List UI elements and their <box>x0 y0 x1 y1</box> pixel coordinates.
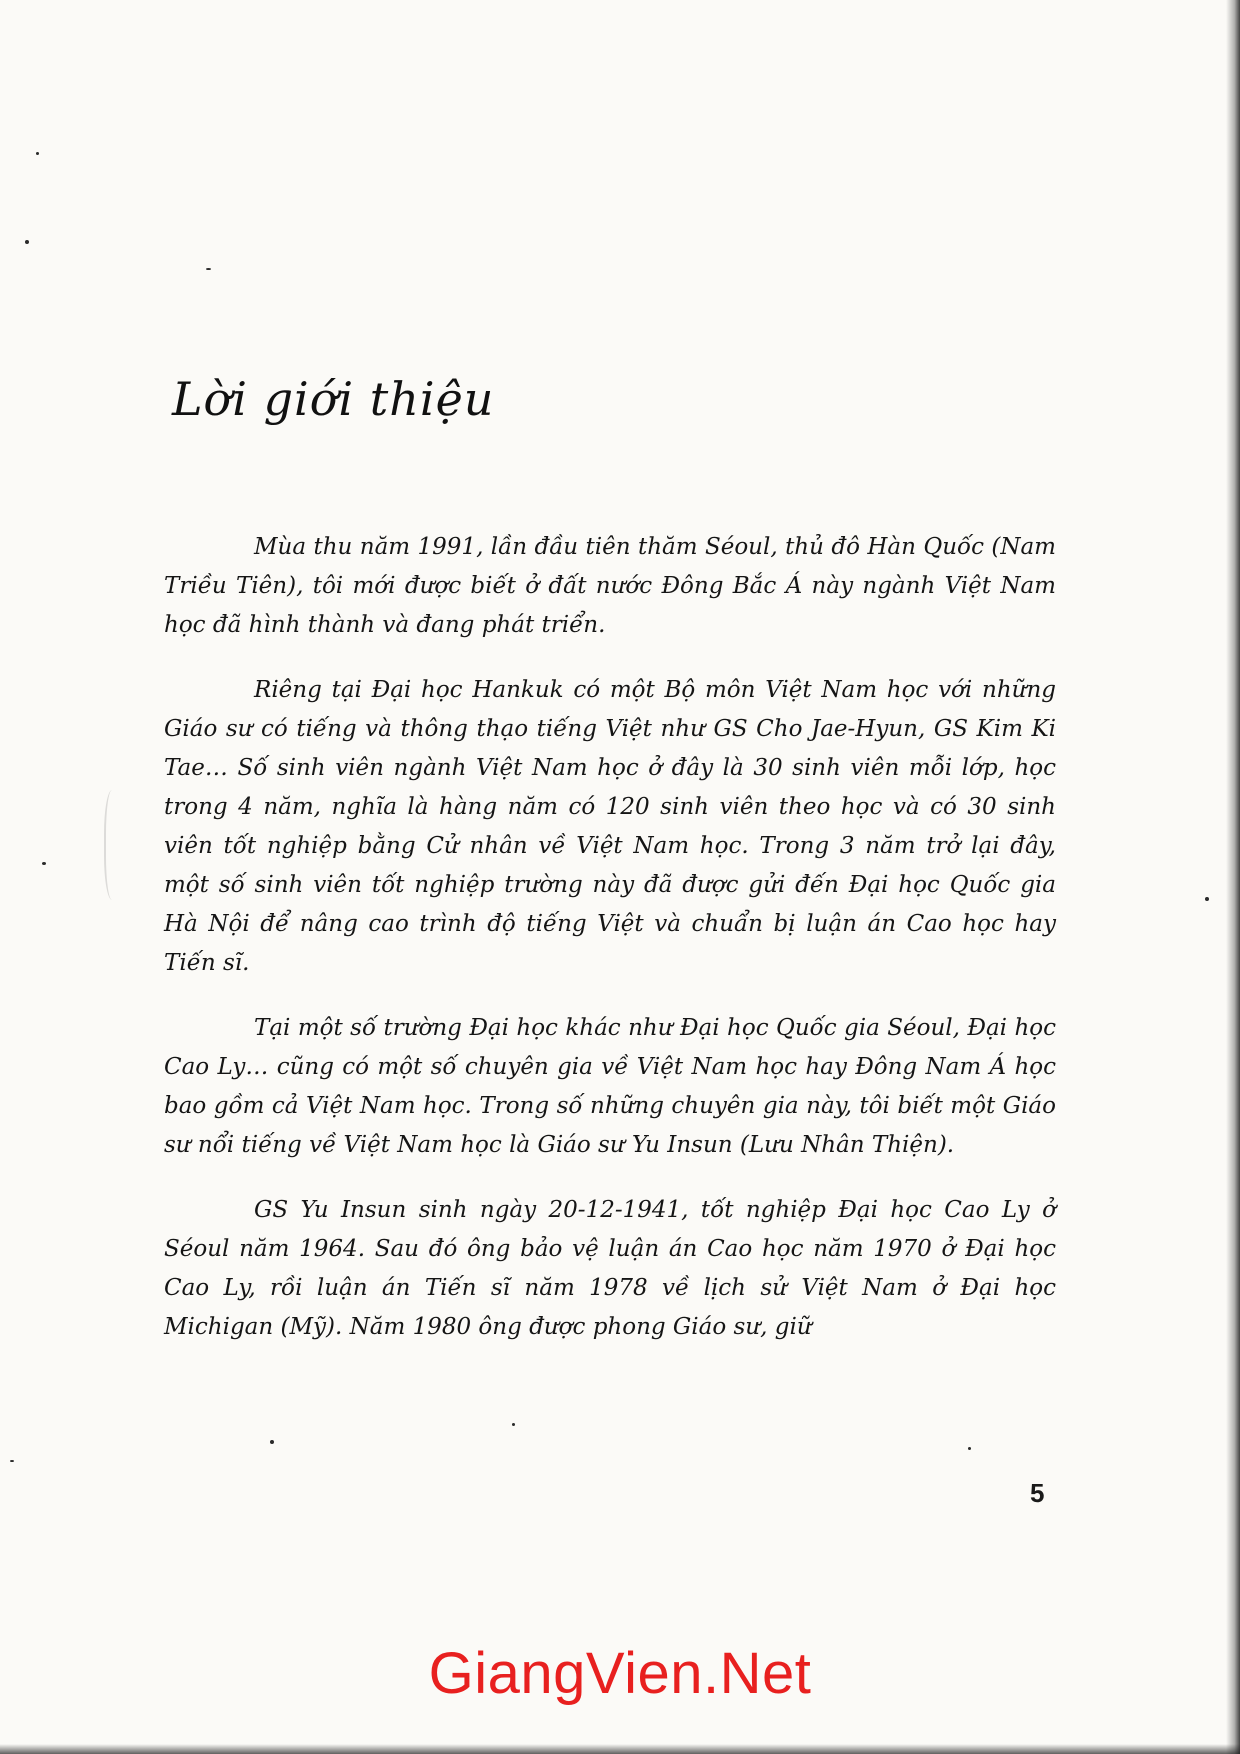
scan-mark <box>104 790 124 900</box>
scan-speck <box>270 1440 274 1444</box>
scan-speck <box>512 1423 515 1426</box>
watermark-text: GiangVien.Net <box>428 1641 812 1706</box>
scan-speck <box>42 862 46 865</box>
paragraph: Riêng tại Đại học Hankuk có một Bộ môn Việt Nam học với những Giáo sư có tiếng và thông thạo tiếng Việt như GS Cho Jae-Hyun, GS Kim Ki Tae… Số sinh viên ngành Việt Nam học ở đây là 30 sinh viên mỗi lớp, học trong 4 năm, nghĩa là hàng năm có 120 sinh viên theo học và có 30 sinh viên tốt nghiệp bằng Cử nhân về Việt Nam học. Trong 3 năm trở lại đây, một số sinh viên tốt nghiệp trường này đã được gửi đến Đại học Quốc gia Hà Nội để nâng cao trình độ tiếng Việt và chuẩn bị luận án Cao học hay Tiến sĩ. <box>164 677 1056 976</box>
scan-edge-shadow-right <box>1226 0 1240 1754</box>
scan-speck <box>968 1447 971 1450</box>
scan-edge-shadow-bottom <box>0 1744 1240 1754</box>
scan-speck <box>25 240 29 244</box>
scan-speck <box>36 152 39 155</box>
scan-speck <box>10 1460 14 1462</box>
paragraph: GS Yu Insun sinh ngày 20-12-1941, tốt nghiệp Đại học Cao Ly ở Séoul năm 1964. Sau đó ông bảo vệ luận án Cao học năm 1970 ở Đại học Cao Ly, rồi luận án Tiến sĩ năm 1978 về lịch sử Việt Nam ở Đại học Michigan (Mỹ). Năm 1980 ông được phong Giáo sư, giữ <box>164 1197 1056 1340</box>
paragraph: Tại một số trường Đại học khác như Đại học Quốc gia Séoul, Đại học Cao Ly… cũng có một số chuyên gia về Việt Nam học hay Đông Nam Á học bao gồm cả Việt Nam học. Trong số những chuyên gia này, tôi biết một Giáo sư nổi tiếng về Việt Nam học là Giáo sư Yu Insun (Lưu Nhân Thiện). <box>164 1015 1056 1158</box>
scan-speck <box>206 268 211 270</box>
scan-speck <box>1205 897 1209 901</box>
paragraph: Mùa thu năm 1991, lần đầu tiên thăm Séoul, thủ đô Hàn Quốc (Nam Triều Tiên), tôi mới được biết ở đất nước Đông Bắc Á này ngành Việt Nam học đã hình thành và đang phát triển. <box>164 534 1056 638</box>
page-title: Lời giới thiệu <box>172 372 495 426</box>
page-number: 5 <box>1030 1478 1045 1508</box>
body-text <box>164 528 1056 1373</box>
